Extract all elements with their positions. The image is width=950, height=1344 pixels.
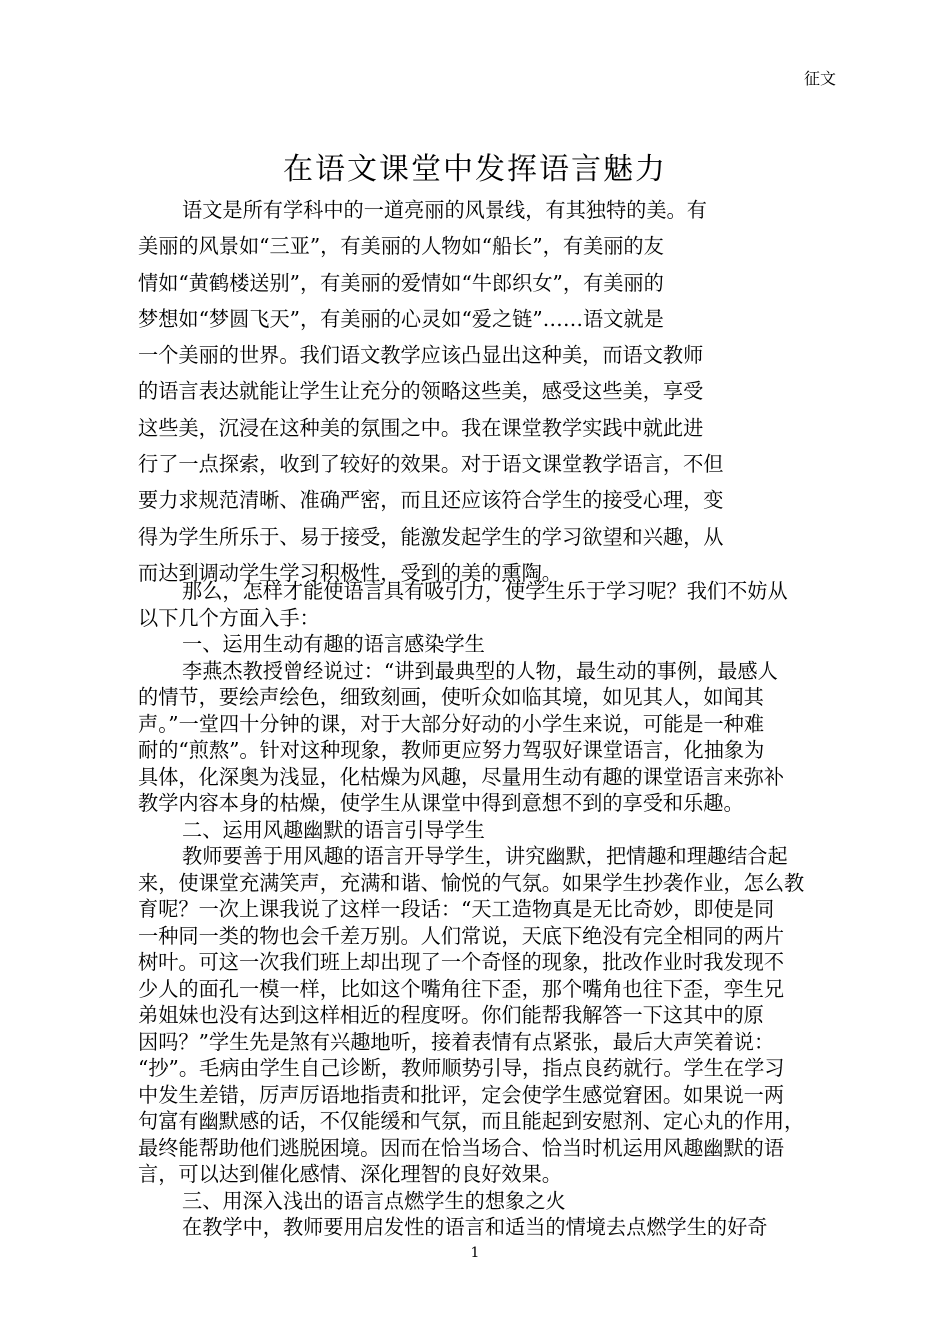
text-line: 声。”一堂四十分钟的课，对于大部分好动的小学生来说，可能是一种难 bbox=[138, 711, 765, 736]
document-title: 在语文课堂中发挥语言魅力 bbox=[283, 152, 667, 187]
text-line: 的语言表达就能让学生让充分的领略这些美，感受这些美，享受 bbox=[138, 379, 704, 404]
text-line: 语文是所有学科中的一道亮丽的风景线，有其独特的美。有 bbox=[182, 198, 707, 222]
text-line: 以下几个方面入手： bbox=[138, 605, 320, 630]
text-line: 行了一点探索，收到了较好的效果。对于语文课堂教学语言，不但 bbox=[138, 452, 724, 477]
text-line: 教学内容本身的枯燥，使学生从课堂中得到意想不到的享受和乐趣。 bbox=[138, 791, 744, 815]
text-line: 中发生差错，厉声厉语地指责和批评，定会使学生感觉窘困。如果说一两 bbox=[138, 1082, 785, 1107]
text-line: 教师要善于用风趣的语言开导学生，讲究幽默，把情趣和理趣结合起 bbox=[182, 844, 788, 868]
section-heading: 二、运用风趣幽默的语言引导学生 bbox=[182, 817, 485, 842]
text-line: 一个美丽的世界。我们语文教学应该凸显出这种美，而语文教师 bbox=[138, 343, 704, 368]
text-line: 因吗？”学生先是煞有兴趣地听，接着表情有点紧张，最后大声笑着说： bbox=[138, 1029, 775, 1054]
text-line: 得为学生所乐于、易于接受，能激发起学生的学习欲望和兴趣，从 bbox=[138, 524, 724, 549]
text-line: 的情节，要绘声绘色，细致刻画，使听众如临其境，如见其人，如闻其 bbox=[138, 685, 764, 709]
text-line: 一种同一类的物也会千差万别。人们常说，天底下绝没有完全相同的两片 bbox=[138, 923, 785, 948]
text-line: 要力求规范清晰、准确严密，而且还应该符合学生的接受心理，变 bbox=[138, 488, 724, 513]
section-heading: 一、运用生动有趣的语言感染学生 bbox=[182, 632, 485, 656]
text-line: 具体，化深奥为浅显，化枯燥为风趣，尽量用生动有趣的课堂语言来弥补 bbox=[138, 764, 785, 789]
text-line: 句富有幽默感的话，不仅能缓和气氛，而且能起到安慰剂、定心丸的作用， bbox=[138, 1109, 805, 1133]
text-line: 在教学中，教师要用启发性的语言和适当的情境去点燃学生的好奇 bbox=[182, 1215, 768, 1239]
text-line: 弟姐妹也没有达到这样相近的程度呀。你们能帮我解答一下这其中的原 bbox=[138, 1003, 764, 1027]
text-line: “抄”。毛病由学生自己诊断，教师顺势引导，指点良药就行。学生在学习 bbox=[138, 1056, 785, 1080]
text-line: 言，可以达到催化感情、深化理智的良好效果。 bbox=[138, 1162, 562, 1186]
text-line: 树叶。可这一次我们班上却出现了一个奇怪的现象，批改作业时我发现不 bbox=[138, 950, 785, 974]
text-line: 梦想如“梦圆飞天”，有美丽的心灵如“爱之链”……语文就是 bbox=[138, 306, 664, 331]
text-line: 这些美，沉浸在这种美的氛围之中。我在课堂教学实践中就此进 bbox=[138, 415, 704, 440]
text-line: 育呢？一次上课我说了这样一段话：“天工造物真是无比奇妙，即使是同 bbox=[138, 897, 775, 921]
text-line: 最终能帮助他们逃脱困境。因而在恰当场合、恰当时机运用风趣幽默的语 bbox=[138, 1135, 785, 1160]
body-text bbox=[138, 578, 838, 1241]
intro-paragraph bbox=[138, 192, 764, 591]
text-line: 而达到调动学生学习积极性，受到的美的熏陶。 bbox=[138, 560, 562, 585]
text-line: 李燕杰教授曾经说过：“讲到最典型的人物，最生动的事例，最感人 bbox=[182, 658, 778, 683]
text-line: 来，使课堂充满笑声，充满和谐、愉悦的气氛。如果学生抄袭作业，怎么教 bbox=[138, 870, 805, 895]
text-line: 情如“黄鹤楼送别”，有美丽的爱情如“牛郎织女”，有美丽的 bbox=[138, 270, 664, 295]
text-line: 那么，怎样才能使语言具有吸引力，使学生乐于学习呢？我们不妨从 bbox=[182, 579, 788, 603]
text-line: 美丽的风景如“三亚”，有美丽的人物如“船长”，有美丽的友 bbox=[138, 234, 664, 259]
text-line: 少人的面孔一模一样，比如这个嘴角往下歪，那个嘴角也往下歪，孪生兄 bbox=[138, 976, 785, 1001]
header-label: 征文 bbox=[803, 69, 836, 88]
page-number: 1 bbox=[470, 1245, 480, 1261]
text-line: 耐的“煎熬”。针对这种现象，教师更应努力驾驭好课堂语言，化抽象为 bbox=[138, 738, 765, 762]
section-heading: 三、用深入浅出的语言点燃学生的想象之火 bbox=[182, 1188, 566, 1213]
